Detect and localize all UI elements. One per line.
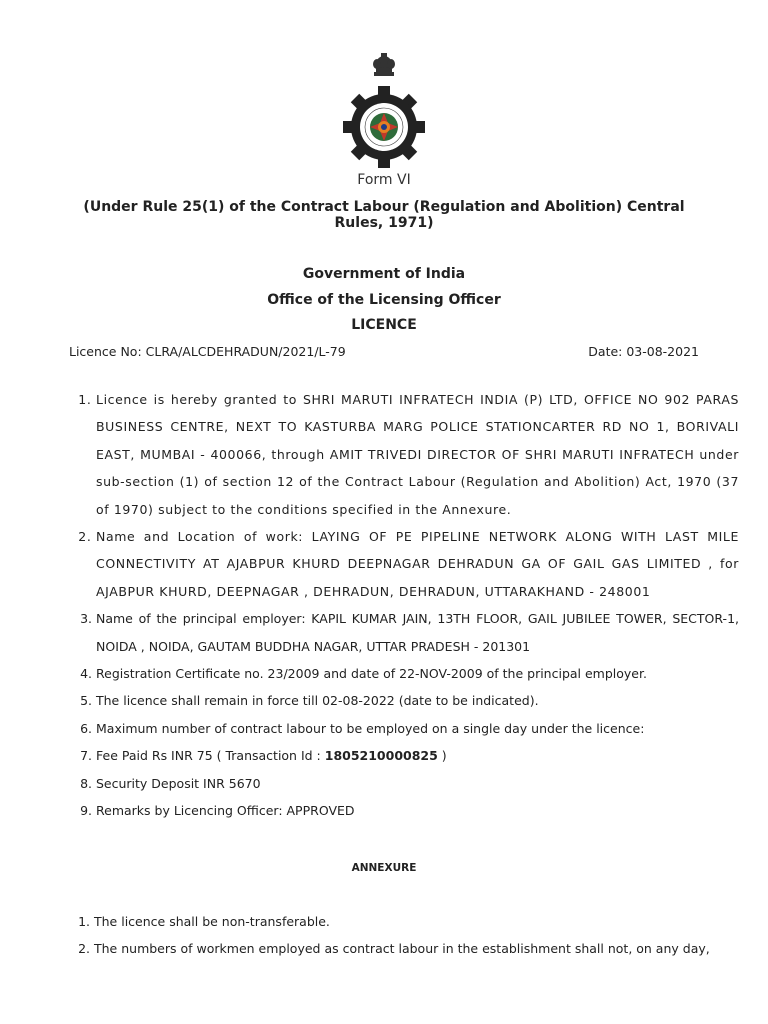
fee-text-end: ) (437, 748, 447, 764)
licence-date: Date: 03-08-2021 (588, 344, 699, 359)
term-item: 5. The licence shall remain in force till 02-08-2022 (date to be indicated). (96, 687, 739, 714)
term-item: 1. Licence is hereby granted to SHRI MARUTI INFRATECH INDIA (P) LTD, OFFICE NO 902 PARAS BUSINESS CENTRE, NEXT TO KASTURBA MARG POLICE STATIONCARTER RD NO 1, BORIVALI EAST, MUMBAI - 400066, through AMIT TRIVEDI DIRECTOR OF SHRI MARUTI INFRATECH under sub-section (1) of section 12 of the Contract Labour (Regulation and Abolition) Act, 1970 (37 of 1970) subject to the conditions specified in the Annexure. (96, 386, 739, 523)
term-item: 9. Remarks by Licencing Officer: APPROVED (96, 797, 739, 824)
licence-number: Licence No: CLRA/ALCDEHRADUN/2021/L-79 (69, 344, 346, 359)
annexure-heading: ANNEXURE (351, 862, 417, 874)
transaction-id: 1805210000825 (324, 748, 438, 764)
term-item: 8. Security Deposit INR 5670 (96, 770, 739, 797)
term-item: 3. Name of the principal employer: KAPIL KUMAR JAIN, 13TH FLOOR, GAIL JUBILEE TOWER, SECTOR-1, NOIDA , NOIDA, GAUTAM BUDDHA NAGAR, UTTAR PRADESH - 201301 (96, 605, 739, 660)
government-heading: Government of India (302, 266, 466, 282)
term-item-fee (96, 742, 739, 769)
term-item: 4. Registration Certificate no. 23/2009 and date of 22-NOV-2009 of the principal employer. (96, 660, 739, 687)
rule-reference: (Under Rule 25(1) of the Contract Labour (Regulation and Abolition) Central Rules, 1971) (83, 199, 685, 231)
term-item: 2. Name and Location of work: LAYING OF PE PIPELINE NETWORK ALONG WITH LAST MILE CONNECTIVITY AT AJABPUR KHURD DEEPNAGAR DEHRADUN GA OF GAIL GAS LIMITED , for AJABPUR KHURD, DEEPNAGAR , DEHRADUN, DEHRADUN, UTTARAKHAND - 248001 (96, 523, 739, 605)
annexure-item: 1. The licence shall be non-transferable. (94, 908, 724, 935)
office-heading: Office of the Licensing Officer (267, 292, 501, 308)
form-label: Form VI (357, 172, 411, 188)
fee-text: Fee Paid Rs INR 75 ( Transaction Id : (96, 748, 325, 764)
annexure-list (70, 908, 724, 963)
licence-terms-list (70, 386, 739, 825)
term-item: 6. Maximum number of contract labour to be employed on a single day under the licence: (96, 715, 739, 742)
annexure-item: 2. The numbers of workmen employed as contract labour in the establishment shall not, on any day, (94, 935, 724, 962)
government-emblem-logo (334, 50, 434, 168)
document-title: LICENCE (351, 317, 417, 333)
licence-meta-row (69, 344, 699, 359)
